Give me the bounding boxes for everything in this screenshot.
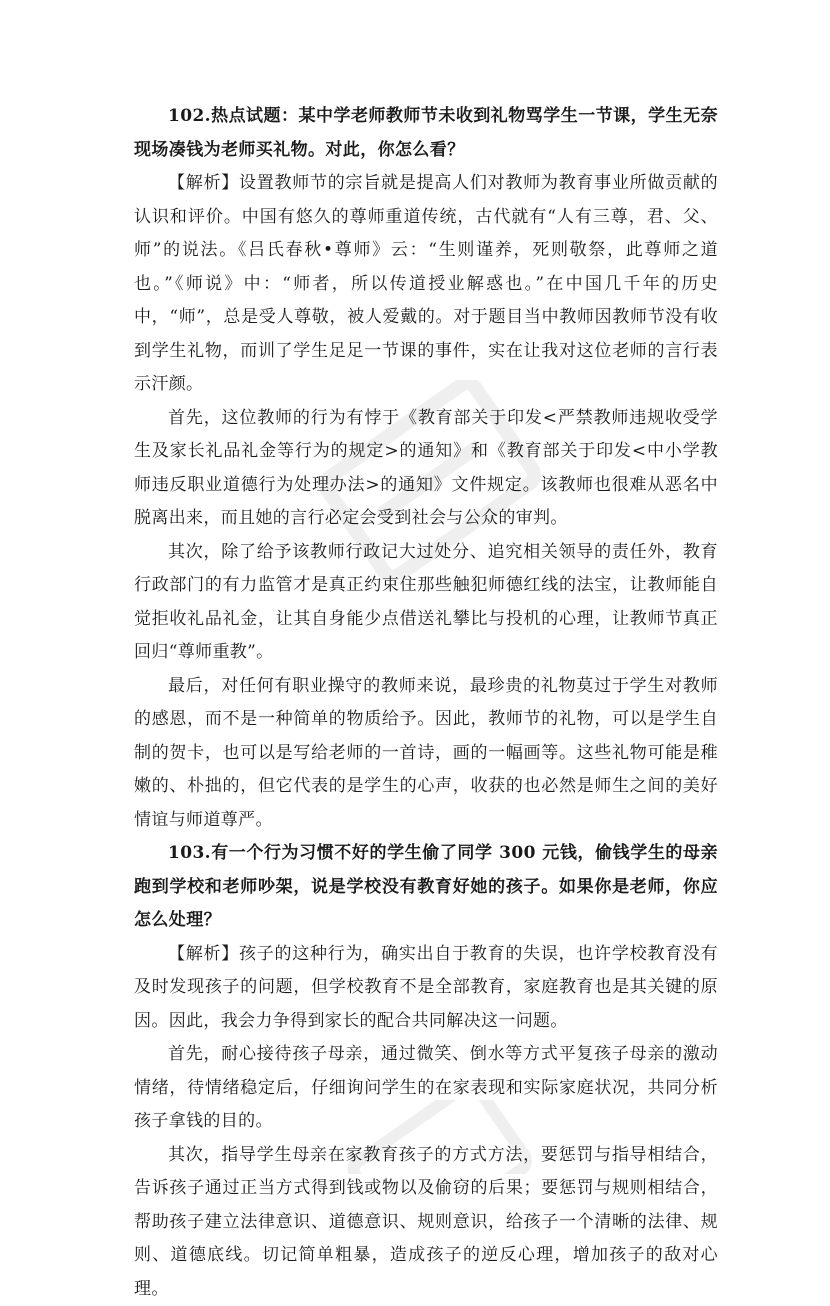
question-103-title: 103.有一个行为习惯不好的学生偷了同学 300 元钱，偷钱学生的母亲跑到学校和老师吵架，说是学校没有教育好她的孩子。如果你是老师，你应怎么处理？ [134, 837, 718, 938]
analysis-text: 孩子的这种行为，确实出自于教育的失误，也许学校教育没有及时发现孩子的问题，但学校教育不是全部教育，家庭教育也是其关键的原因。因此，我会力争得到家长的配合共同解决这一问题。 [134, 944, 718, 1031]
question-103-paragraph-1: 首先，耐心接待孩子母亲，通过微笑、倒水等方式平复孩子母亲的激动情绪，待情绪稳定后，仔细询问学生的在家表现和实际家庭状况，共同分析孩子拿钱的目的。 [134, 1038, 718, 1139]
question-102-paragraph-3: 最后，对任何有职业操守的教师来说，最珍贵的礼物莫过于学生对教师的感恩，而不是一种简单的物质给予。因此，教师节的礼物，可以是学生自制的贺卡，也可以是写给老师的一首诗，画的一幅画等。这些礼物可能是稚嫩的、朴拙的，但它代表的是学生的心声，收获的也必然是师生之间的美好情谊与师道尊严。 [134, 670, 718, 838]
analysis-tag: 【解析】 [168, 173, 239, 193]
question-103-paragraph-2: 其次，指导学生母亲在家教育孩子的方式方法，要惩罚与指导相结合，告诉孩子通过正当方式得到钱或物以及偷窃的后果；要惩罚与规则相结合，帮助孩子建立法律意识、道德意识、规则意识，给孩子一个清晰的法律、规则、道德底线。切记简单粗暴，造成孩子的逆反心理，增加孩子的敌对心理。 [134, 1139, 718, 1306]
question-102-paragraph-1: 首先，这位教师的行为有悖于《教育部关于印发<严禁教师违规收受学生及家长礼品礼金等行为的规定>的通知》和《教育部关于印发<中小学教师违反职业道德行为处理办法>的通知》文件规定。该教师也很难从恶名中脱离出来，而且她的言行必定会受到社会与公众的审判。 [134, 402, 718, 536]
document-page [134, 100, 718, 1306]
analysis-tag: 【解析】 [168, 944, 239, 964]
question-102-paragraph-2: 其次，除了给予该教师行政记大过处分、追究相关领导的责任外，教育行政部门的有力监管才是真正约束住那些触犯师德红线的法宝，让教师能自觉拒收礼品礼金，让其自身能少点借送礼攀比与投机的心理，让教师节真正回归“尊师重教”。 [134, 536, 718, 670]
question-102-analysis [134, 167, 718, 402]
analysis-text: 设置教师节的宗旨就是提高人们对教师为教育事业所做贡献的认识和评价。中国有悠久的尊师重道传统，古代就有“人有三尊，君、父、师”的说法。《吕氏春秋•尊师》云：“生则谨养，死则敬祭，此尊师之道也。”《师说》中：“师者，所以传道授业解惑也。”在中国几千年的历史中，“师”，总是受人尊敬，被人爱戴的。对于题目当中教师因教师节没有收到学生礼物，而训了学生足足一节课的事件，实在让我对这位老师的言行表示汗颜。 [134, 173, 718, 394]
question-103-analysis [134, 938, 718, 1039]
question-102-title: 102.热点试题：某中学老师教师节未收到礼物骂学生一节课，学生无奈现场凑钱为老师买礼物。对此，你怎么看？ [134, 100, 718, 167]
